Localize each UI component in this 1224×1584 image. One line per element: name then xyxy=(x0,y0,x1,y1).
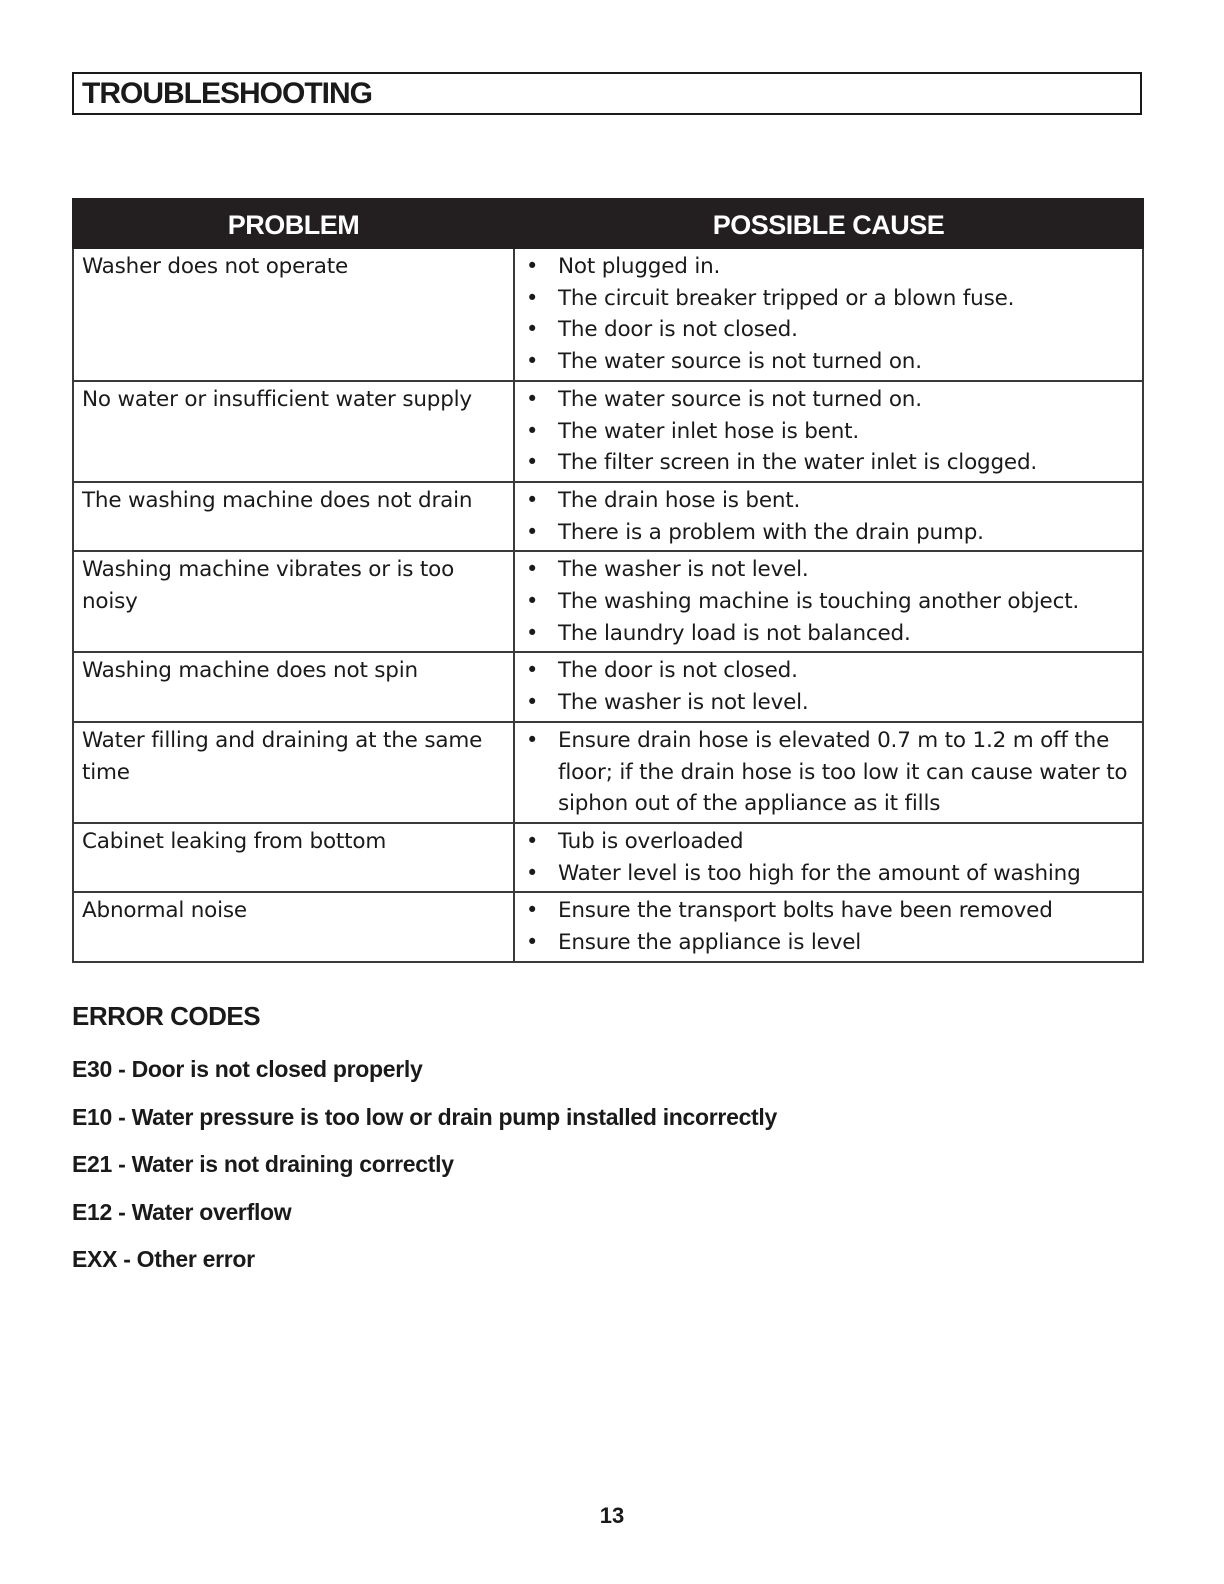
bullet-icon: • xyxy=(526,930,539,955)
page-number: 13 xyxy=(599,1503,625,1528)
cause-text: Ensure drain hose is elevated 0.7 m to 1.2 m off the floor; if the drain hose is too low it can cause water to siphon out of the appliance as it fills xyxy=(558,727,1128,817)
cause-text: The door is not closed. xyxy=(558,658,798,684)
cause-item xyxy=(515,251,1134,283)
error-code-item: EXX - Other error xyxy=(72,1246,255,1272)
cause-cell xyxy=(514,652,1143,721)
bullet-icon: • xyxy=(526,386,539,411)
error-codes-heading: ERROR CODES xyxy=(72,1001,261,1031)
bullet-icon: • xyxy=(526,557,539,582)
section-title: TROUBLESHOOTING xyxy=(72,72,1142,115)
cause-text: The washer is not level. xyxy=(558,690,809,716)
cause-item xyxy=(515,655,1134,687)
cause-text: The washing machine is touching another object. xyxy=(558,589,1080,615)
cause-item xyxy=(515,586,1134,618)
cause-text: The water inlet hose is bent. xyxy=(558,418,859,444)
error-code-item: E12 - Water overflow xyxy=(72,1198,292,1225)
bullet-icon: • xyxy=(526,860,539,885)
cause-item xyxy=(515,895,1134,927)
cause-list xyxy=(515,251,1134,378)
bullet-icon: • xyxy=(526,349,539,374)
cause-item xyxy=(515,447,1134,479)
bullet-icon: • xyxy=(526,450,539,475)
error-code-item: E30 - Door is not closed properly xyxy=(72,1056,423,1082)
cause-cell xyxy=(514,381,1143,482)
cause-cell xyxy=(514,482,1143,551)
cause-text: The washer is not level. xyxy=(558,557,809,583)
cause-item xyxy=(515,927,1134,959)
bullet-icon: • xyxy=(526,487,539,512)
cause-cell xyxy=(514,892,1143,961)
error-codes-list xyxy=(72,1052,777,1290)
bullet-icon: • xyxy=(526,727,539,752)
cause-item xyxy=(515,554,1134,586)
problem-cell: Washer does not operate xyxy=(73,248,514,381)
bullet-icon: • xyxy=(526,254,539,278)
cause-text: Ensure the transport bolts have been removed xyxy=(558,898,1053,924)
cause-list xyxy=(515,655,1134,718)
bullet-icon: • xyxy=(526,690,539,715)
problem-cell: The washing machine does not drain xyxy=(73,482,514,551)
bullet-icon: • xyxy=(526,828,539,853)
cause-cell xyxy=(514,823,1143,892)
cause-list xyxy=(515,895,1134,958)
cause-item xyxy=(515,416,1134,448)
cause-text: Tub is overloaded xyxy=(558,828,744,854)
cause-text: There is a problem with the drain pump. xyxy=(558,519,984,545)
cause-list xyxy=(515,554,1134,649)
bullet-icon: • xyxy=(526,418,539,443)
cause-item xyxy=(515,346,1134,378)
bullet-icon: • xyxy=(526,317,539,342)
cause-text: The filter screen in the water inlet is clogged. xyxy=(558,450,1038,476)
cause-text: The door is not closed. xyxy=(558,317,798,343)
table-row xyxy=(73,381,1143,482)
cause-text: The drain hose is bent. xyxy=(558,487,801,513)
bullet-icon: • xyxy=(526,285,539,310)
problem-cell: Water filling and draining at the same time xyxy=(73,722,514,823)
cause-item xyxy=(515,826,1134,858)
error-code-item: E10 - Water pressure is too low or drain pump installed incorrectly xyxy=(72,1103,777,1130)
cause-item xyxy=(515,485,1134,517)
table-row xyxy=(73,652,1143,721)
troubleshooting-table xyxy=(72,198,1144,963)
bullet-icon: • xyxy=(526,658,539,683)
cause-cell xyxy=(514,248,1143,381)
cause-item xyxy=(515,314,1134,346)
problem-column-header: PROBLEM xyxy=(73,199,514,248)
cause-text: The water source is not turned on. xyxy=(558,386,922,412)
table-row xyxy=(73,823,1143,892)
problem-cell: Abnormal noise xyxy=(73,892,514,961)
cause-item xyxy=(515,725,1134,820)
problem-cell: Washing machine does not spin xyxy=(73,652,514,721)
table-header-row xyxy=(73,199,1143,248)
table-row xyxy=(73,248,1143,381)
table-row xyxy=(73,892,1143,961)
problem-cell: Washing machine vibrates or is too noisy xyxy=(73,551,514,652)
error-code-item: E21 - Water is not draining correctly xyxy=(72,1151,454,1177)
cause-text: The water source is not turned on. xyxy=(558,349,922,375)
table-row xyxy=(73,722,1143,823)
cause-item xyxy=(515,858,1134,890)
cause-cell xyxy=(514,722,1143,823)
problem-cell: No water or insufficient water supply xyxy=(73,381,514,482)
cause-list xyxy=(515,485,1134,548)
bullet-icon: • xyxy=(526,620,539,645)
cause-item xyxy=(515,618,1134,650)
cause-text: Water level is too high for the amount of washing xyxy=(558,860,1081,886)
cause-text: The circuit breaker tripped or a blown fuse. xyxy=(558,285,1015,311)
bullet-icon: • xyxy=(526,589,539,614)
table-row xyxy=(73,482,1143,551)
cause-text: The laundry load is not balanced. xyxy=(558,620,911,646)
cause-item xyxy=(515,687,1134,719)
table-body xyxy=(73,248,1143,962)
cause-list xyxy=(515,384,1134,479)
cause-item xyxy=(515,283,1134,315)
cause-column-header: POSSIBLE CAUSE xyxy=(514,199,1143,248)
cause-text: Ensure the appliance is level xyxy=(558,930,862,956)
problem-cell: Cabinet leaking from bottom xyxy=(73,823,514,892)
cause-text: Not plugged in. xyxy=(558,254,721,279)
cause-list xyxy=(515,725,1134,820)
cause-item xyxy=(515,384,1134,416)
bullet-icon: • xyxy=(526,519,539,544)
cause-cell xyxy=(514,551,1143,652)
cause-item xyxy=(515,517,1134,549)
bullet-icon: • xyxy=(526,898,539,923)
cause-list xyxy=(515,826,1134,889)
table-row xyxy=(73,551,1143,652)
